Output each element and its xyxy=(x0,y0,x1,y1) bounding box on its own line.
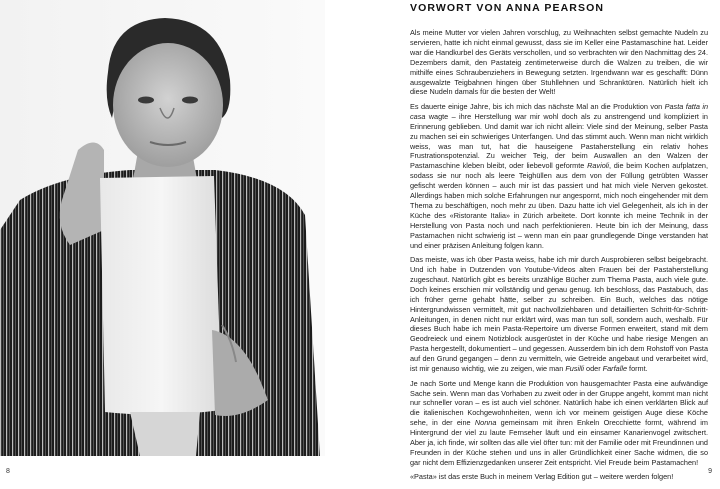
italic-run: Nonna xyxy=(474,418,497,428)
portrait-photo xyxy=(0,0,325,456)
italic-run: Ravioli xyxy=(587,161,609,171)
italic-run: Fusilli xyxy=(565,364,584,374)
paragraph xyxy=(410,379,708,468)
text-run: formt. xyxy=(627,364,648,374)
page-number-right: 9 xyxy=(708,468,712,475)
paragraph xyxy=(410,28,708,97)
page-number-left: 8 xyxy=(6,468,10,475)
text-run: , die beim Kochen aufplatzen, sodass sie nur noch als leere Teighüllen aus dem von der Füllung getrübten Wasser gefischt werden können – auch mir ist das passiert und hat mich viele Nerven gekostet. Allerdings haben mich solche Erfahrungen nur angespornt, mich noch eingehender mit dem Thema zu beschäftigen, noch mehr zu üben. Dazu hatte ich viel Gelegenheit, als ich in der Küche des «Ristorante Italia» in Zürich arbeitete. Dort konnte ich meine Technik in der Herstellung von Pasta noch und nach perfektionieren. Heute bin ich der Meinung, dass Pastamachen nicht schwierig ist – wenn man ein paar grundlegende Dinge verstanden hat und einer präzisen Anleitung folgen kann. xyxy=(410,161,709,250)
text-run: Als meine Mutter vor vielen Jahren vorschlug, zu Weihnachten selbst gemachte Nudeln zu servieren, hatte ich nicht einmal gewusst, dass sie im Keller eine Pastamaschine hat. Leider war die Handkurbel des Geräts verschollen, und so verbrachten wir den Nachmittag des 24. Dezembers damit, den Pastateig zentimeterweise durch die Walzen zu treiben, die wir mithilfe eines Schraubenziehers in Bewegung setzten. Irgendwann war es geschafft: Dünn ausgewalzte Teigbahnen hingen über Stuhllehnen und Schranktüren. Natürlich hielt ich diese Nudeln damals für die besten der Welt! xyxy=(410,28,708,97)
text-run: Das meiste, was ich über Pasta weiss, habe ich mir durch Ausprobieren selbst beigebracht. Und ich habe in Dutzenden von Youtube-Videos alten Frauen bei der Pastaherstellung zugeschaut. Natürlich gibt es bereits unzählige Bücher zum Thema Pasta, auch viele gute. Doch keines erschien mir vollständig und genau genug. Ich beschloss, das Pastabuch, das ich früher gerne gehabt hätte, selber zu schreiben. Ein Buch, welches das nötige Hintergrundwissen vermittelt, mit gut nachvollziehbaren und detaillierten Schritt-für-Schritt-Anleitungen, in denen nicht nur erklärt wird, was man tun soll, sondern auch, weshalb. Für dieses Buch habe ich mein Pasta-Repertoire um diverse Formen erweitert, stand mit dem Geodreieck und einem Notizblock ausgerüstet in der Küche und habe riesige Mengen an Pasta hergestellt, dokumentiert – und gegessen. Ausserdem bin ich dem Rohstoff von Pasta auf den Grund gegangen – denn zu vermitteln, wie Getreide angebaut und verarbeitet wird, ist mir genauso wichtig, wie zu zeigen, wie man xyxy=(410,255,708,374)
text-run: gemeinsam mit ihren Enkeln Orecchiette formt, während im Hintergrund der viel zu laute Fernseher läuft und ein einsamer Kanarienvogel zwitschert. Aber ja, ich finde, wir sollten das alle viel öfter tun: mit der Familie oder mit Freundinnen und Freunden in der Küche stehen und uns in aller Gründlichkeit einer Sache widmen, die so gar nicht dem Effizienzgedanken unserer Zeit entspricht. Viel Freude beim Pastamachen! xyxy=(410,418,708,467)
paragraph xyxy=(410,472,708,482)
paragraph xyxy=(410,102,708,251)
chapter-heading: VORWORT VON ANNA PEARSON xyxy=(410,2,605,14)
text-run: Je nach Sorte und Menge kann die Produktion von hausgemachter Pasta eine aufwändige Sache sein. Wenn man das Vorhaben zu zweit oder in der Gruppe angeht, kommt man nicht nur schneller voran – es ist auch viel schöner. Natürlich habe ich einen verklärten Blick auf die italienischen Kochgewohnheiten, wenn ich vor meinem geistigen Auge diese Köche sehe, in der eine xyxy=(410,378,708,428)
italic-run: Pasta fatta in casa xyxy=(410,101,709,121)
text-run: «Pasta» ist das erste Buch in meinem Verlag Edition gut – weitere werden folgen! xyxy=(410,472,674,482)
text-run: wagte – ihre Herstellung war mir wohl doch als zu anstrengend und kompliziert in Erinnerung geblieben. Und damit war ich nicht allein: Viele sind der Meinung, selber Pasta zu machen sei ein schwieriges Unterfangen. Und das stimmt auch. Wenn man nicht wirklich weiss, was man tut, hat die hauseigene Pastaherstellung ein relativ hohes Frustrationspotenzial. Zu weicher Teig, der beim Auswallen an den Walzen der Pastamaschine kleben bleibt, oder liebevoll geformte xyxy=(410,111,708,171)
paragraph xyxy=(410,255,708,374)
foreword-text xyxy=(410,28,708,487)
left-page xyxy=(0,0,325,489)
italic-run: Farfalle xyxy=(602,364,628,374)
text-run: oder xyxy=(584,364,603,374)
text-run: Es dauerte einige Jahre, bis ich mich das nächste Mal an die Produktion von xyxy=(410,101,665,111)
